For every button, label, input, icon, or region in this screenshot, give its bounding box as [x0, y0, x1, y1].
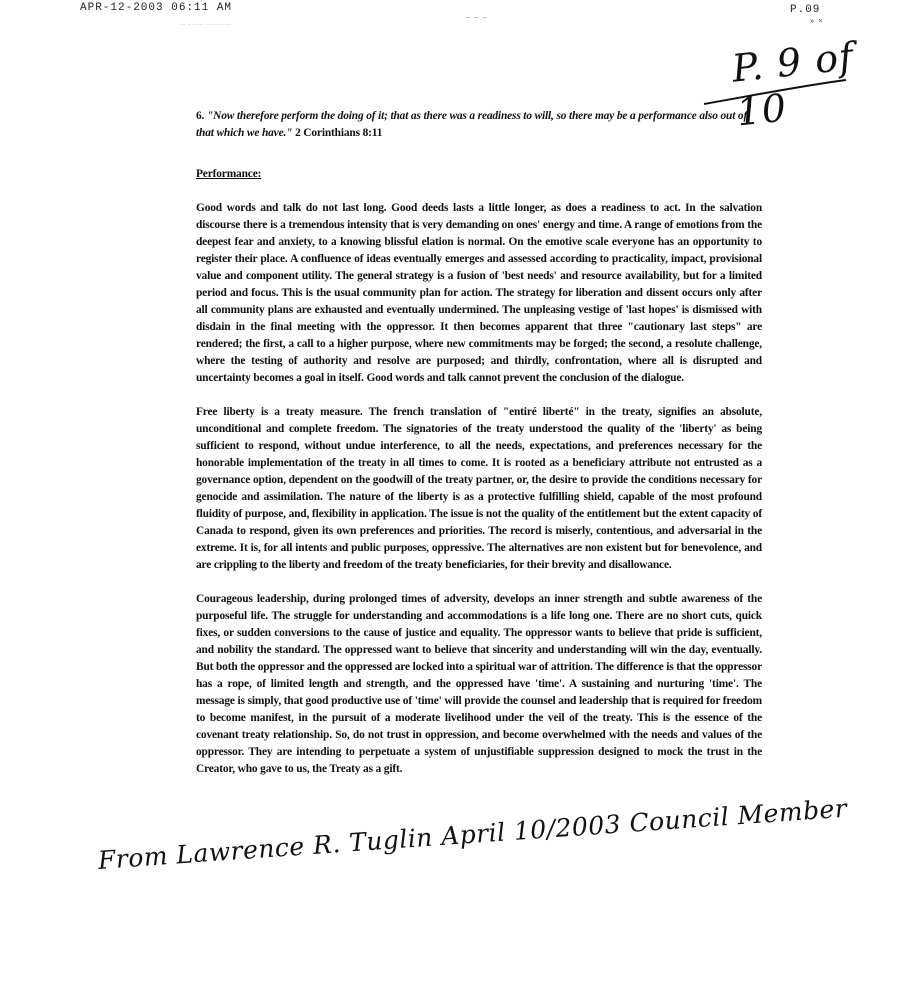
- paragraph-1: Good words and talk do not last long. Good deeds lasts a little longer, as does a readiness to act. In the salvation discourse there is a tremendous intensity that is very demanding on ones' energy and time. A range of emotions from the deepest fear and anxiety, to a knowing blissful elation is normal. On the emotive scale everyone has an opportunity to register their place. A confluence of ideas eventually emerges and assessed according to practicality, impact, provisional value and component utility. The general strategy is a fusion of 'best needs' and resource availability, but for a limited period and focus. This is the usual community plan for action. The strategy for liberation and dissent occurs only after all community plans are exhausted and eventually undermined. The unpleasing vestige of 'last hopes' is dismissed with disdain in the final meeting with the oppressor. It then becomes apparent that three "cautionary last steps" are rendered; the first, a call to a higher purpose, where new commitments may be forged; the second, a resolute challenge, where the testing of authority and resolve are purposed; and thirdly, confrontation, where all is disrupted and uncertainty becomes a goal in itself. Good words and talk cannot prevent the conclusion of the dialogue.: [196, 202, 762, 384]
- section-heading: Performance:: [196, 168, 262, 180]
- paragraph-2: Free liberty is a treaty measure. The french translation of "entiré liberté" in the treaty, signifies an absolute, unconditional and complete freedom. The signatories of the treaty understood the quality of the 'liberty' as being sufficient to respond, without undue interference, to all the needs, expectations, and preferences necessary for the honorable implementation of the treaty in all times to come. It is rooted as a beneficiary attribute not entrusted as a governance option, dependent on the goodwill of the treaty partner, or, the desire to provide the conditions necessary for genocide and assimilation. The nature of the liberty is as a protective fulfilling shield, capable of the most profound fluidity of purpose, and, flexibility in application. The issue is not the quality of the entitlement but the extent capacity of Canada to respond, given its own preferences and priorities. The record is miserly, contentious, and adversarial in the extreme. It is, for all intents and public purposes, oppressive. The alternatives are non existent but for benevolence, and are crippling to the liberty and freedom of the treaty beneficiaries, for their brevity and disallowance.: [196, 406, 762, 571]
- scripture-quote: [196, 108, 762, 142]
- quote-reference: 2 Corinthians 8:11: [295, 127, 383, 139]
- fax-corner-marks: » ×: [810, 18, 823, 26]
- quote-text: "Now therefore perform the doing of it; that as there was a readiness to will, so there may be a performance also out of that which we have.": [196, 110, 748, 139]
- fax-page-code: P.09: [790, 4, 821, 16]
- handwritten-signature: From Lawrence R. Tuglin April 10/2003 Council Member: [96, 793, 849, 875]
- fax-noise-mark: – – –: [466, 14, 488, 22]
- quote-number: 6.: [196, 110, 205, 122]
- handwritten-page-number: P. 9 of 10: [729, 34, 857, 135]
- fax-header-datetime: APR-12-2003 06:11 AM: [80, 2, 233, 14]
- paragraph-3: Courageous leadership, during prolonged times of adversity, develops an inner strength and subtle awareness of the purposeful life. The struggle for understanding and accommodations is a life long one. There are no short cuts, quick fixes, or sudden conversions to the cause of justice and equality. The oppressor wants to believe that pride is sufficient, and nobility the standard. The oppressed want to believe that sincerity and understanding will win the day, eventually. But both the oppressor and the oppressed are locked into a spiritual war of attrition. The difference is that the oppressor has a rope, of limited length and strength, and the oppressed have 'time'. A sustaining and nurturing 'time'. The message is simply, that good productive use of 'time' will provide the counsel and leadership that is required for freedom to become manifest, in the pursuit of a moderate livelihood under the veil of the treaty. This is the essence of the covenant treaty relationship. So, do not trust in oppression, and become overwhelmed with the needs and values of the oppressor. They are intending to perpetuate a system of unjustifiable suppression designed to mock the trust in the Creator, who gave to us, the Treaty as a gift.: [196, 593, 762, 775]
- fax-header-faint-text: ⋯ ⋯⋯⋯ ⋯⋯⋯⋯⋯: [180, 22, 232, 28]
- document-body: [196, 108, 762, 795]
